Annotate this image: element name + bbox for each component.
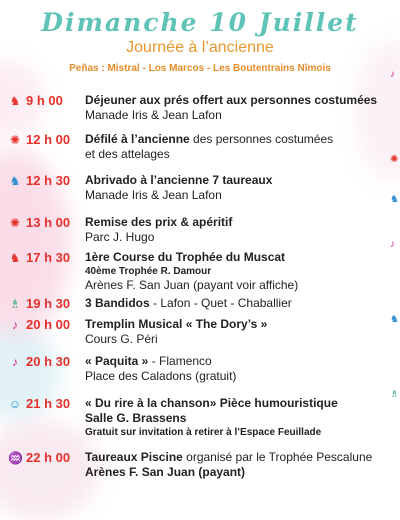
- edge-decoration-icon: ♪: [390, 69, 395, 80]
- mask-icon: ☺: [8, 397, 22, 411]
- event-time: 9 h 00: [26, 93, 63, 108]
- event-title: Défilé à l’ancienne: [85, 132, 190, 146]
- event-time: 17 h 30: [26, 250, 71, 265]
- penas-line: Peñas : Mistral - Los Marcos - Les Boutentrains Nîmois: [69, 63, 331, 74]
- event-note: Gratuit sur invitation à retirer à l’Espace Feuillade: [85, 427, 322, 438]
- horse-icon: ♞: [9, 174, 21, 188]
- event-location: et des attelages: [85, 147, 170, 161]
- horse-icon: ♞: [9, 94, 21, 108]
- edge-decoration-icon: ✺: [390, 154, 399, 165]
- page-subtitle: Journée à l’ancienne: [126, 39, 274, 56]
- event-location: Manade Iris & Jean Lafon: [85, 188, 222, 202]
- event-location: Arènes F. San Juan (payant voir affiche): [85, 278, 299, 292]
- event-location: Place des Caladons (gratuit): [85, 369, 237, 383]
- event-title: Remise des prix & apéritif: [85, 215, 233, 229]
- event-time: 21 h 30: [26, 396, 71, 411]
- event-time: 22 h 00: [26, 450, 71, 465]
- page-title: Dimanche 10 Juillet: [41, 8, 359, 37]
- event-title: 3 Bandidos: [85, 296, 150, 310]
- sun-icon: ✺: [9, 216, 21, 230]
- event-time: 20 h 00: [26, 317, 71, 332]
- event-title-rest: - Flamenco: [148, 354, 212, 368]
- event-title-rest: des personnes costumées: [189, 132, 334, 146]
- event-location: Salle G. Brassens: [85, 411, 187, 425]
- event-title: Abrivado à l’ancienne 7 taureaux: [85, 173, 273, 187]
- event-time: 20 h 30: [26, 354, 71, 369]
- music-note-icon: ♪: [12, 355, 18, 369]
- event-subtitle: 40ème Trophée R. Damour: [85, 266, 212, 277]
- people-icon: ♗: [9, 297, 21, 311]
- event-location: Arènes F. San Juan (payant): [85, 465, 246, 479]
- edge-decoration-icon: ♪: [390, 239, 395, 250]
- event-title-rest: organisé par le Trophée Pescalune: [182, 450, 373, 464]
- event-time: 13 h 00: [26, 215, 71, 230]
- event-location: Cours G. Péri: [85, 332, 158, 346]
- event-time: 12 h 00: [26, 132, 71, 147]
- event-location: Manade Iris & Jean Lafon: [85, 108, 222, 122]
- edge-decoration-icon: ♞: [390, 314, 399, 325]
- event-time: 12 h 30: [26, 173, 71, 188]
- event-location: Parc J. Hugo: [85, 230, 155, 244]
- music-note-icon: ♪: [12, 318, 18, 332]
- event-title: Déjeuner aux prés offert aux personnes costumées: [85, 93, 378, 107]
- event-title: Tremplin Musical « The Dory’s »: [85, 317, 268, 331]
- event-title: « Du rire à la chanson» Pièce humouristique: [85, 396, 338, 410]
- sun-icon: ✺: [9, 133, 21, 147]
- event-time: 19 h 30: [26, 296, 71, 311]
- edge-decoration-icon: ♗: [390, 389, 399, 400]
- swim-icon: ♒: [8, 451, 23, 465]
- edge-decoration-icon: ♞: [390, 194, 399, 205]
- horse-icon: ♞: [9, 251, 21, 265]
- event-title-rest: - Lafon - Quet - Chaballier: [149, 296, 292, 310]
- event-title: Taureaux Piscine: [85, 450, 183, 464]
- event-title: « Paquita »: [85, 354, 149, 368]
- event-title: 1ère Course du Trophée du Muscat: [85, 250, 286, 264]
